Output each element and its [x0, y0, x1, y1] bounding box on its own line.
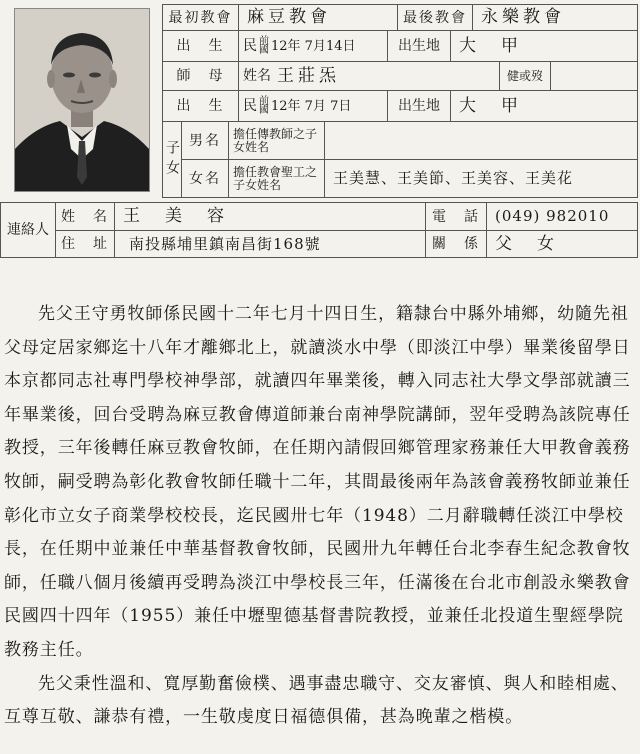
mother-name: 王莊炁: [277, 65, 340, 86]
father-birth-date: 12年 7月14日: [271, 38, 356, 54]
daughter-sub-label: 擔任教會聖工之子女姓名: [228, 159, 325, 198]
sons-value: [324, 121, 638, 160]
era-prefix-2: 民: [243, 98, 257, 114]
son-sub-label: 擔任傳教師之子女姓名: [228, 121, 325, 160]
contact-label: 連絡人: [0, 202, 56, 258]
first-church-value: 麻豆教會: [238, 4, 398, 31]
birthplace-label: 出生地: [387, 30, 451, 62]
address-value: 南投縣埔里鎮南昌街168號: [114, 230, 426, 258]
mother-name-cell: [238, 61, 500, 91]
biography-paragraph-2: 先父秉性溫和、寬厚勤奮儉樸、遇事盡忠職守、交友審慎、與人和睦相處、互尊互敬、謙恭有禮，一生敬虔度日福德俱備，甚為晚輩之楷模。: [4, 673, 629, 728]
era-overlay-2: 前 國: [259, 96, 269, 116]
phone-label: 電 話: [425, 202, 487, 231]
contact-name-label: 姓 名: [55, 202, 115, 231]
alive-label: 健或歿: [499, 61, 551, 91]
mother-birth-date-cell: [238, 90, 388, 122]
era-overlay: 前 國: [259, 36, 269, 56]
relation-label: 關 係: [425, 230, 487, 258]
father-birth-date-cell: [238, 30, 388, 62]
biography-text: [4, 298, 636, 735]
father-birthplace: 大 甲: [450, 30, 638, 62]
first-church-label: 最初教會: [162, 4, 239, 31]
contact-name: 王 美 容: [114, 202, 426, 231]
phone-value: (049) 982010: [486, 202, 638, 231]
mother-birthplace-label: 出生地: [387, 90, 451, 122]
mother-birth-date: 12年 7月 7日: [271, 98, 352, 114]
daughters-value: 王美慧、王美節、王美容、王美花: [324, 159, 638, 198]
era-prefix: 民: [243, 38, 257, 54]
mother-birth-label: 出 生: [162, 90, 239, 122]
birth-label: 出 生: [162, 30, 239, 62]
portrait-photo: [14, 8, 150, 192]
relation-value: 父 女: [486, 230, 638, 258]
mother-birthplace: 大 甲: [450, 90, 638, 122]
last-church-value: 永樂教會: [472, 4, 638, 31]
daughter-label: 女名: [181, 159, 229, 198]
last-church-label: 最後教會: [397, 4, 473, 31]
biography-paragraph-1: 先父王守勇牧師係民國十二年七月十四日生，籍隸台中縣外埔鄉，幼隨先祖父母定居家鄉迄十八年才離鄉北上，就讀淡水中學（即淡江中學）畢業後留學日本京都同志社專門學校神學部，就讀四年畢業後，轉入同志社大學文學部就讀三年畢業後，回台受聘為麻豆教會傳道師兼台南神學院講師，翌年受聘為該院專任教授，三年後轉任麻豆教會牧師，在任期內請假回鄉管理家務兼任大甲教會義務牧師，嗣受聘為彰化教會牧師任職十二年，其間最後兩年為該會義務牧師並兼任彰化市立女子商業學校校長，迄民國卅七年（1948）二月辭職轉任淡江中學校長，在任期中並兼任中華基督教會牧師，民國卅九年轉任台北李春生紀念教會牧師，任職八個月後續再受聘為淡江中學校長三年，任滿後在台北市創設永樂教會民國四十四年（1955）兼任中壢聖德基督書院教授，並兼任北投道生聖經學院教務主任。: [4, 304, 631, 660]
name-label: 姓名: [243, 68, 271, 84]
son-label: 男名: [181, 121, 229, 160]
mother-label: 師 母: [162, 61, 239, 91]
children-label: 子女: [162, 121, 182, 198]
address-label: 住 址: [55, 230, 115, 258]
alive-value: [550, 61, 638, 91]
